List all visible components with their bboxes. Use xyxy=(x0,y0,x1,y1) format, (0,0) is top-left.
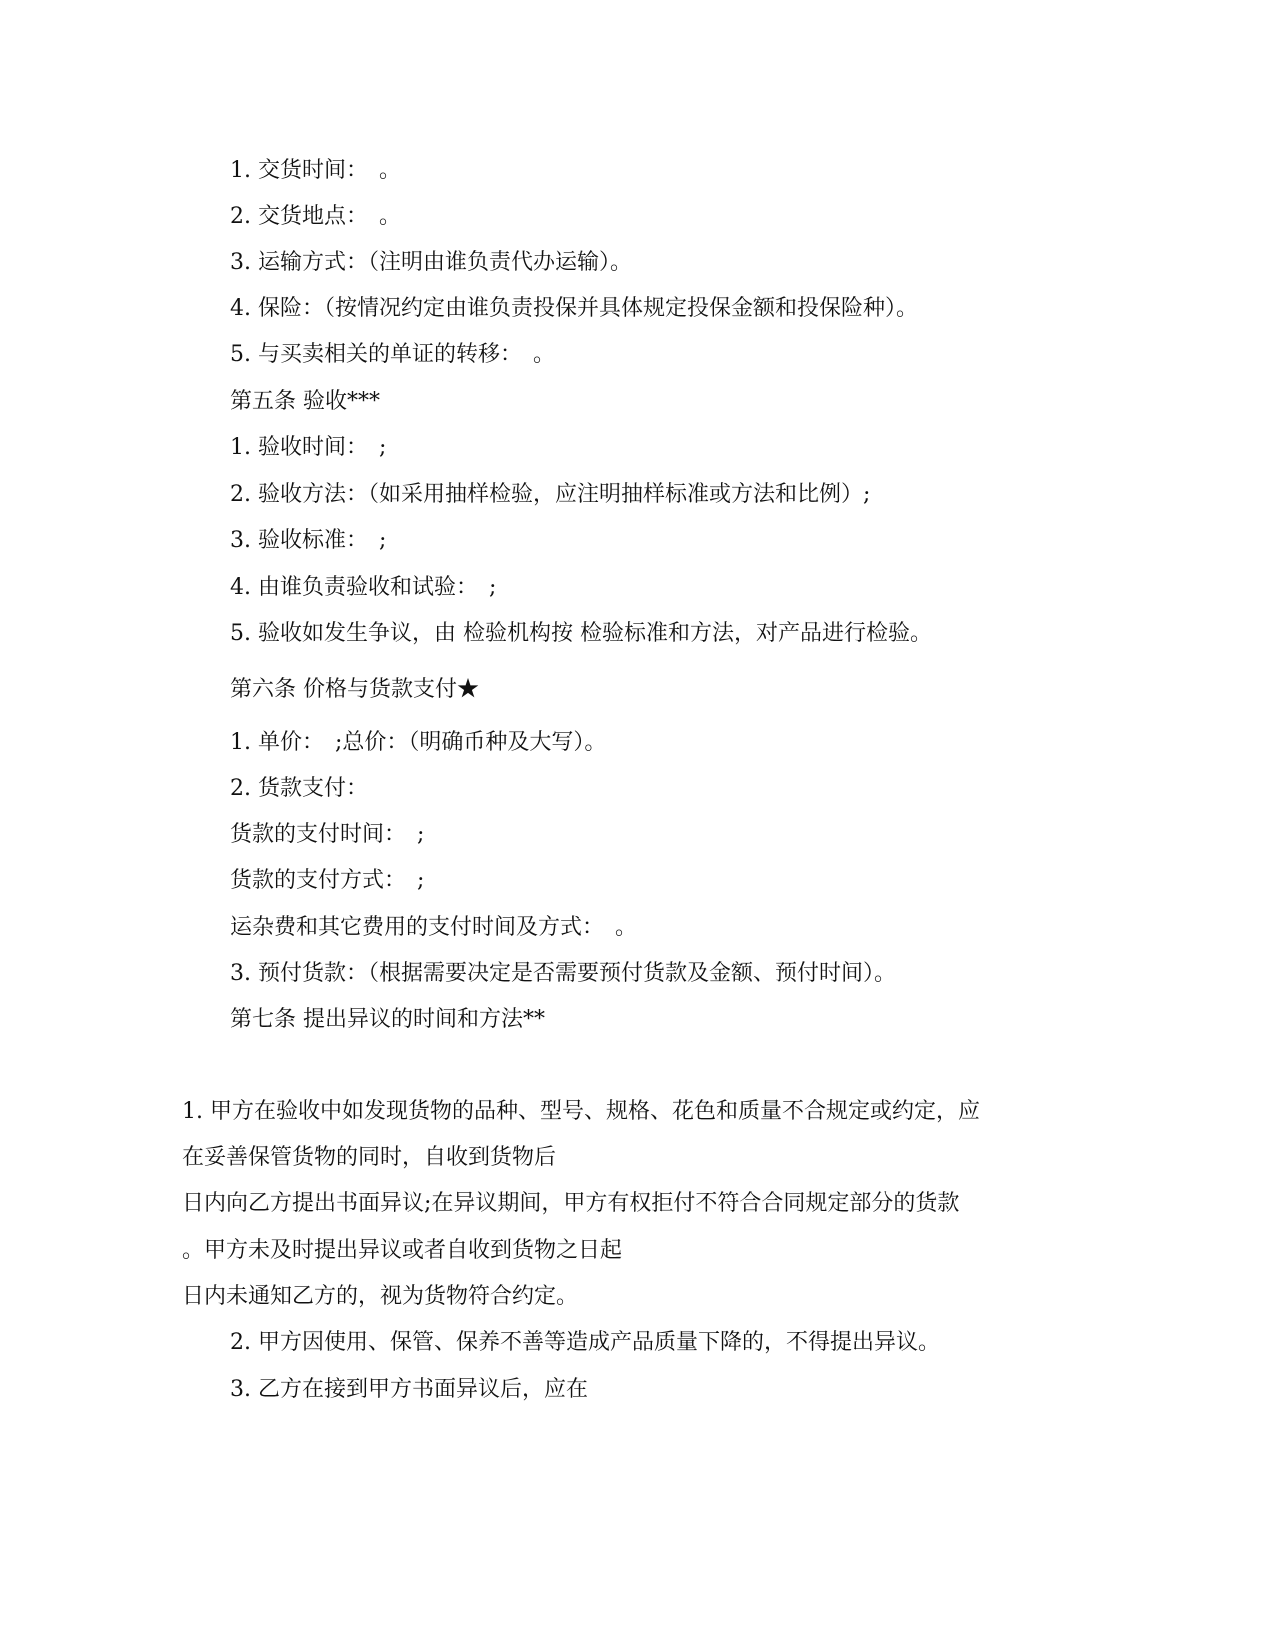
payment-method-line: 货款的支付方式： ; xyxy=(230,868,425,893)
objection-clause-line-5: 日内未通知乙方的，视为货物符合约定。 xyxy=(182,1284,579,1309)
acceptance-standard-line: 3. 验收标准： ; xyxy=(230,528,387,553)
article-seven-heading: 第七条 提出异议的时间和方法** xyxy=(230,1007,545,1032)
payment-line: 2. 货款支付： xyxy=(230,776,368,801)
insurance-line: 4. 保险：（按情况约定由谁负责投保并具体规定投保金额和投保险种）。 xyxy=(230,296,918,321)
objection-clause-line-1: 1. 甲方在验收中如发现货物的品种、型号、规格、花色和质量不合规定或约定，应 xyxy=(182,1099,980,1124)
prepayment-line: 3. 预付货款：（根据需要决定是否需要预付货款及金额、预付时间）。 xyxy=(230,961,896,986)
delivery-time-line: 1. 交货时间： 。 xyxy=(230,158,401,183)
unit-price-line: 1. 单价： ;总价：（明确币种及大写）。 xyxy=(230,730,607,755)
freight-payment-line: 运杂费和其它费用的支付时间及方式： 。 xyxy=(230,915,638,940)
acceptance-method-line: 2. 验收方法：（如采用抽样检验，应注明抽样标准或方法和比例）; xyxy=(230,482,871,507)
article-five-heading: 第五条 验收*** xyxy=(230,389,380,414)
acceptance-time-line: 1. 验收时间： ; xyxy=(230,435,387,460)
seller-response-line: 3. 乙方在接到甲方书面异议后，应在 xyxy=(230,1377,588,1402)
acceptance-dispute-line: 5. 验收如发生争议，由 检验机构按 检验标准和方法，对产品进行检验。 xyxy=(230,621,932,646)
acceptance-responsible-line: 4. 由谁负责验收和试验： ; xyxy=(230,575,497,600)
transport-method-line: 3. 运输方式：（注明由谁负责代办运输）。 xyxy=(230,250,632,275)
objection-clause-line-4: 。甲方未及时提出异议或者自收到货物之日起 xyxy=(182,1238,623,1263)
misuse-clause-line: 2. 甲方因使用、保管、保养不善等造成产品质量下降的，不得提出异议。 xyxy=(230,1330,940,1355)
objection-clause-line-2: 在妥善保管货物的同时，自收到货物后 xyxy=(182,1145,557,1170)
payment-time-line: 货款的支付时间： ; xyxy=(230,822,425,847)
document-transfer-line: 5. 与买卖相关的单证的转移： 。 xyxy=(230,342,555,367)
objection-clause-line-3: 日内向乙方提出书面异议;在异议期间，甲方有权拒付不符合合同规定部分的货款 xyxy=(182,1191,960,1216)
article-six-heading: 第六条 价格与货款支付★ xyxy=(230,677,479,702)
delivery-place-line: 2. 交货地点： 。 xyxy=(230,204,401,229)
